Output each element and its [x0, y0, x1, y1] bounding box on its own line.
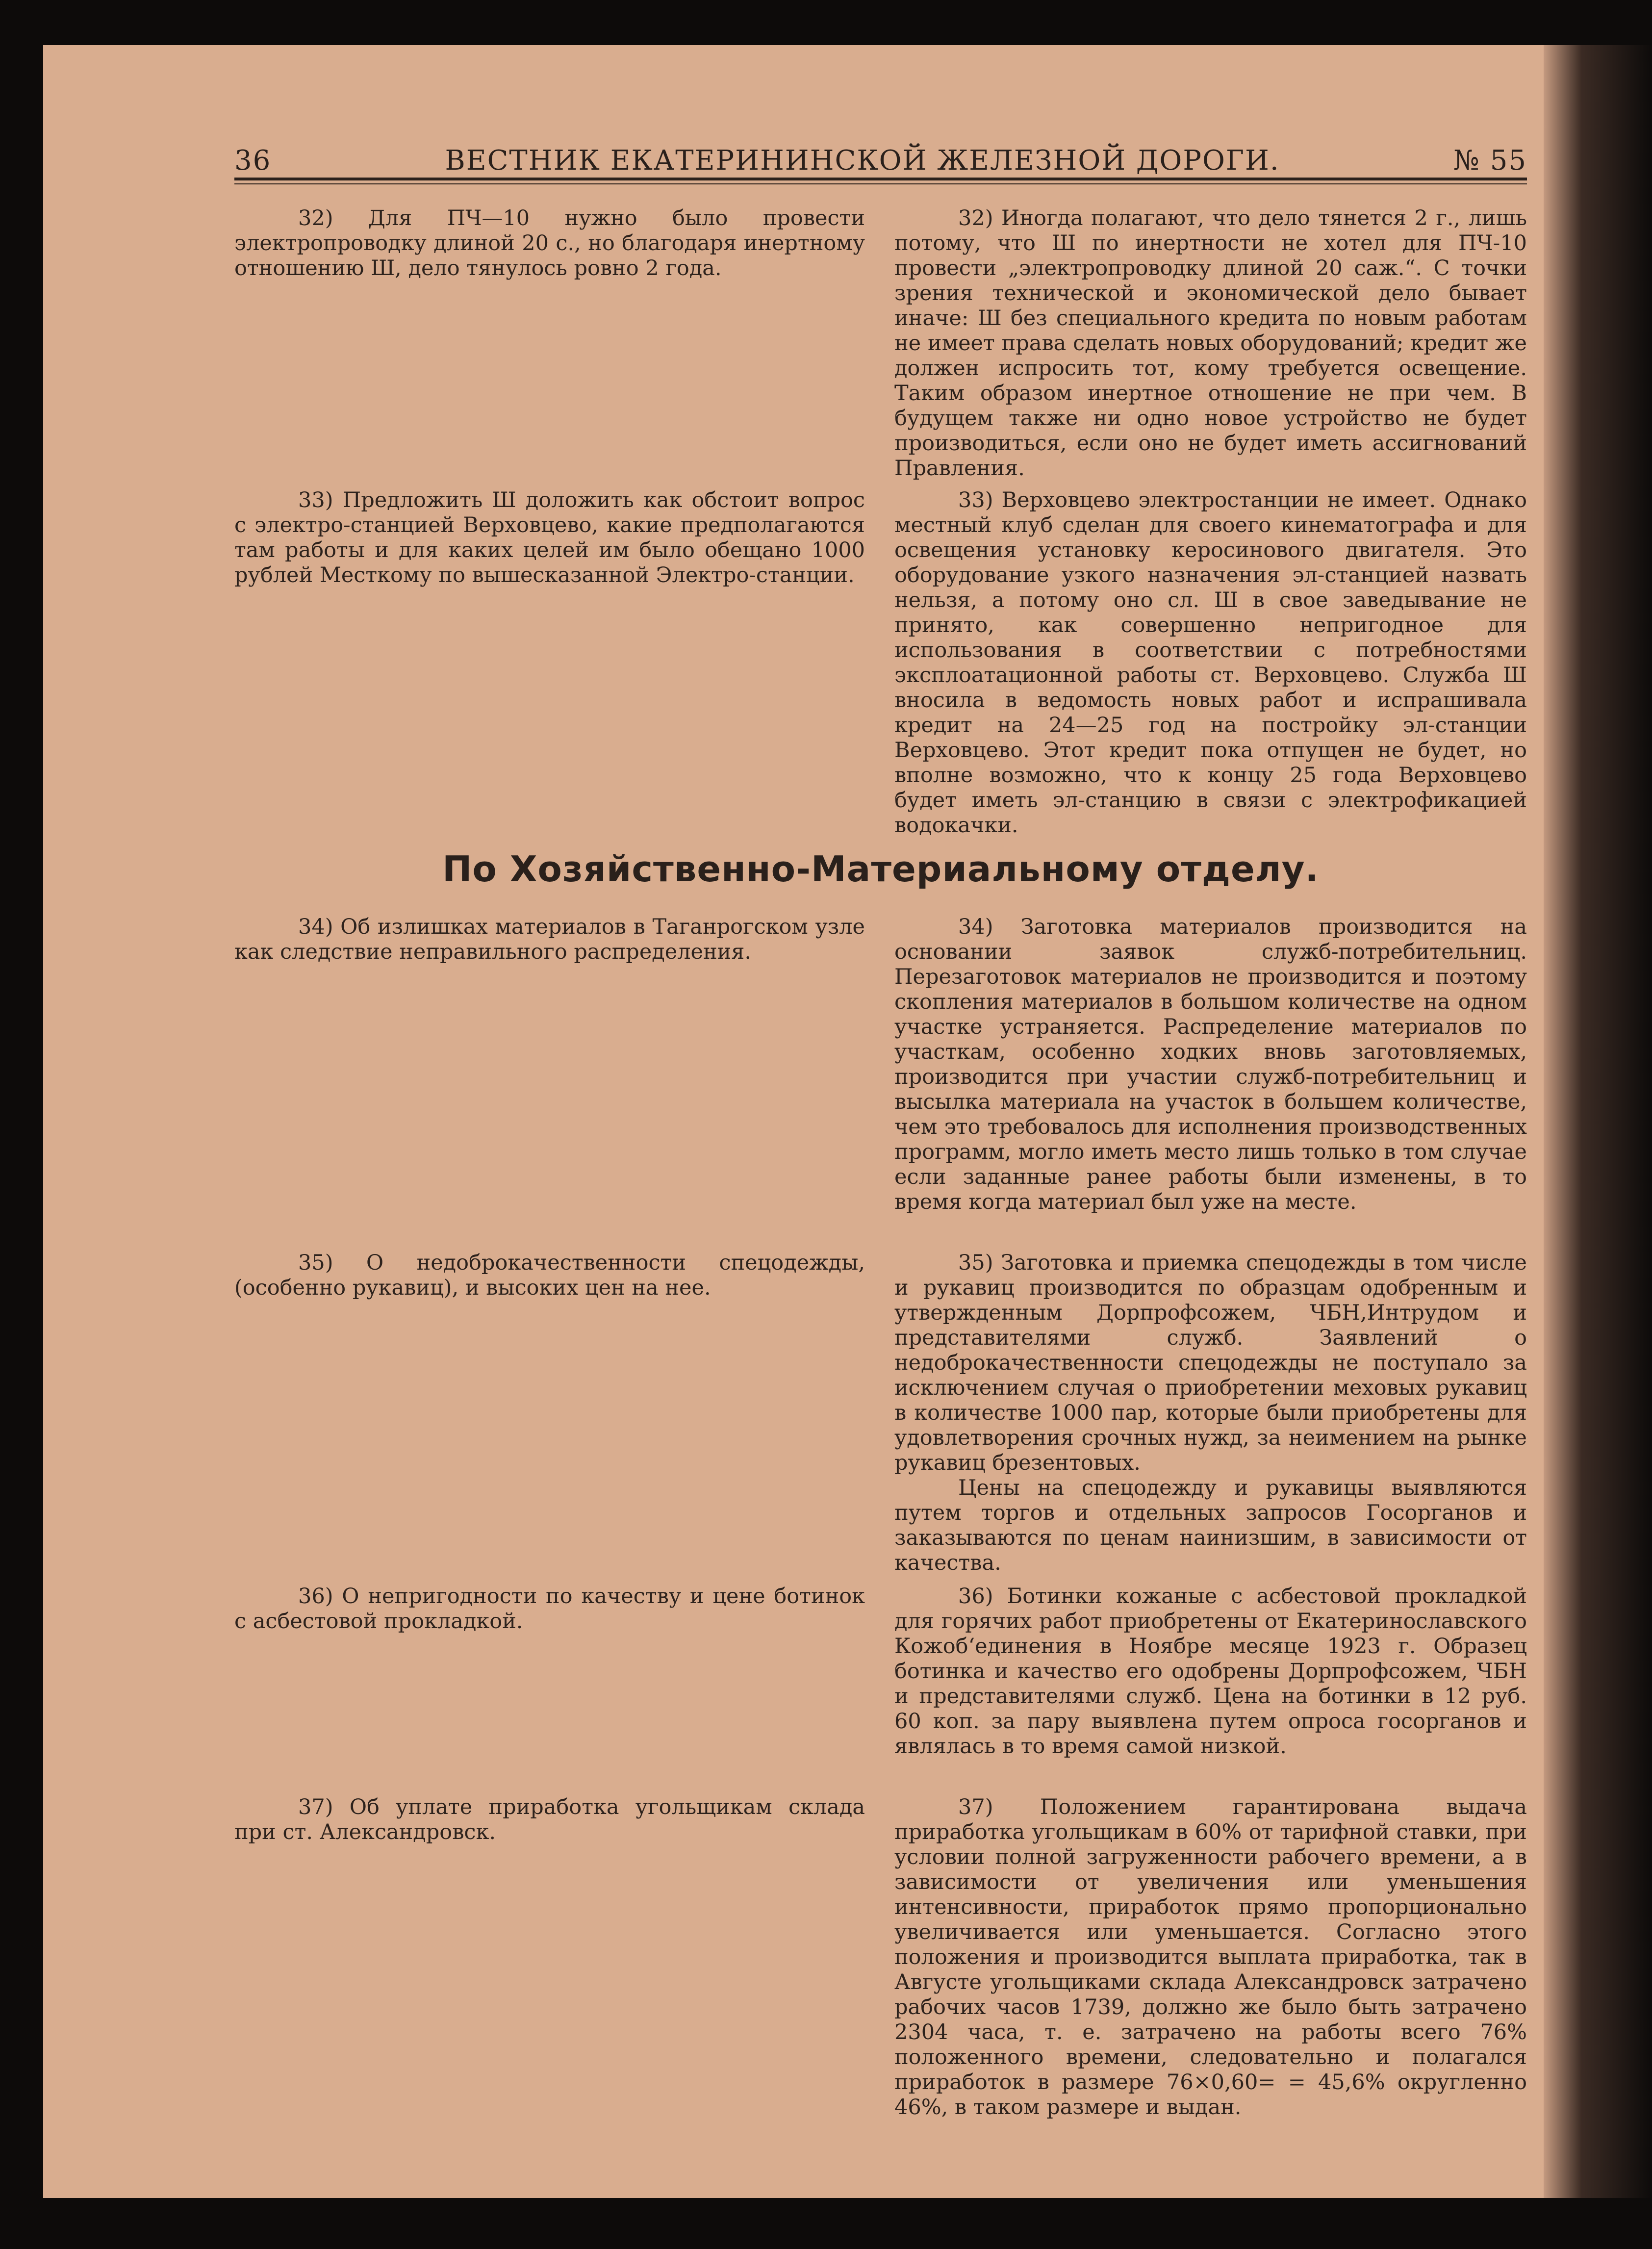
header-rule-thick: [234, 178, 1527, 180]
page-number: 36: [234, 145, 272, 177]
question-34: 34) Об излишках материалов в Таганрогском узле как следствие неправильного распределения.: [234, 915, 865, 964]
running-header: [234, 142, 1527, 177]
question-36: 36) О непригодности по качеству и цене ботинок с асбестовой прокладкой.: [234, 1584, 865, 1634]
issue-number: № 55: [1453, 145, 1527, 177]
header-rule-thin: [234, 183, 1527, 184]
answer-33: 33) Верховцево электростанции не имеет. Однако местный клуб сделан для своего кинематографа и для освещения установку керосинового двигателя. Это оборудование узкого назначения эл-станцией назвать нельзя, а потому оно сл. Ш в свое заведывание не принято, как совершенно непригодное для использования в соответствии с потребностями эксплоатационной работы ст. Верховцево. Служба Ш вносила в ведомость новых работ и испрашивала кредит на 24—25 год на постройку эл-станции Верховцево. Этот кредит пока отпущен не будет, но вполне возможно, что к концу 25 года Верховцево будет иметь эл-станцию в связи с электрофикацией водокачки.: [894, 488, 1527, 838]
question-35: 35) О недоброкачественности спецодежды, (особенно рукавиц), и высоких цен на нее.: [234, 1251, 865, 1300]
answer-32: 32) Иногда полагают, что дело тянется 2 г., лишь потому, что Ш по инертности не хотел для ПЧ-10 провести „электропроводку длиной 20 саж.“. С точки зрения технической и экономической дело бывает иначе: Ш без специального кредита по новым работам не имеет права сделать новых оборудований; кредит же должен испросить тот, кому требуется освещение. Таким образом инертное отношение не при чем. В будущем также ни одно новое устройство не будет производиться, если оно не будет иметь ассигнований Правления.: [894, 206, 1527, 481]
answer-35: 35) Заготовка и приемка спецодежды в том числе и рукавиц производится по образцам одобренным и утвержденным Дорпрофсожем, ЧБН,Интрудом и представителями служб. Заявлений о недоброкачественности спецодежды не поступало за исключением случая о приобретении меховых рукавиц в количестве 1000 пар, которые были приобретены для удовлетворения срочных нужд, за неимением на рынке рукавиц брезентовых. Цены на спецодежду и рукавицы выявляются путем торгов и отдельных запросов Госорганов и заказываются по ценам наинизшим, в зависимости от качества.: [894, 1251, 1527, 1575]
answer-37: 37) Положением гарантирована выдача приработка угольщикам в 60% от тарифной ставки, при условии полной загруженности рабочего времени, а в зависимости от увеличения или уменьшения интенсивности, приработок прямо пропорционально увеличивается или уменьшается. Согласно этого положения и производится выплата приработка, так в Августе угольщиками склада Александровск затрачено рабочих часов 1739, должно же было быть затрачено 2304 часа, т. е. затрачено на работы всего 76% положенного времени, следовательно и полагался приработок в размере 76×0,60= = 45,6% округленно 46%, в таком размере и выдан.: [894, 1795, 1527, 2120]
journal-title: ВЕСТНИК ЕКАТЕРИНИНСКОЙ ЖЕЛЕЗНОЙ ДОРОГИ.: [445, 145, 1280, 177]
question-32: 32) Для ПЧ—10 нужно было провести электропроводку длиной 20 с., но благодаря инертному отношению Ш, дело тянулось ровно 2 года.: [234, 206, 865, 281]
question-37: 37) Об уплате приработка угольщикам склада при ст. Александровск.: [234, 1795, 865, 1844]
book-spine-shadow: [1544, 45, 1652, 2198]
answer-36: 36) Ботинки кожаные с асбестовой прокладкой для горячих работ приобретены от Екатеринославского Кожоб‘единения в Ноябре месяце 1923 г. Образец ботинка и качество его одобрены Дорпрофсожем, ЧБН и представителями служб. Цена на ботинки в 12 руб. 60 коп. за пару выявлена путем опроса госорганов и являлась в то время самой низкой.: [894, 1584, 1527, 1759]
section-title: По Хозяйственно-Материальному отделу.: [442, 848, 1319, 890]
question-33: 33) Предложить Ш доложить как обстоит вопрос с электро-станцией Верховцево, какие предполагаются там работы и для каких целей им было обещано 1000 рублей Месткому по вышесказанной Электро-станции.: [234, 488, 865, 588]
answer-34: 34) Заготовка материалов производится на основании заявок служб-потребительниц. Перезаготовок материалов не производится и поэтому скопления материалов в большом количестве на одном участке устраняется. Распределение материалов по участкам, особенно ходких вновь заготовляемых, производится при участии служб-потребительниц и высылка материала на участок в большем количестве, чем это требовалось для исполнения производственных программ, могло иметь место лишь только в том случае если заданные ранее работы были изменены, в то время когда материал был уже на месте.: [894, 915, 1527, 1214]
